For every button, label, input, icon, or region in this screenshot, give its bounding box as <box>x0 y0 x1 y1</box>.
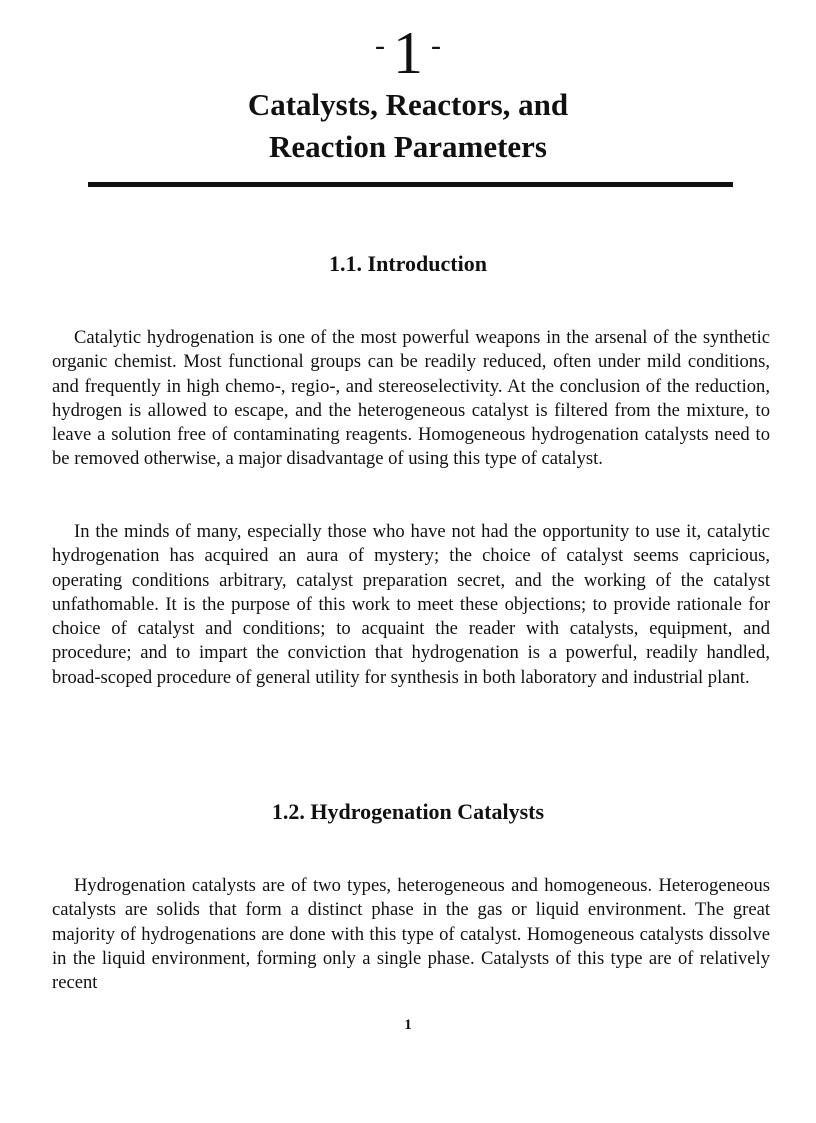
chapter-title <box>0 84 816 168</box>
paragraph: In the minds of many, especially those who have not had the opportunity to use it, catalytic hydrogenation has acquired an aura of mystery; the choice of catalyst seems capricious, operating conditions arbitrary, catalyst preparation secret, and the working of the catalyst unfathomable. It is the purpose of this work to meet these objections; to provide rationale for choice of catalyst and conditions; to acquaint the reader with catalysts, equipment, and procedure; and to impart the conviction that hydrogenation is a powerful, readily handled, broad-scoped procedure of general utility for synthesis in both laboratory and industrial plant. <box>52 521 770 688</box>
paragraph: Hydrogenation catalysts are of two types, heterogeneous and homogeneous. Heterogeneous catalysts are solids that form a distinct phase in the gas or liquid environment. The great majority of hydrogenations are done with this type of catalyst. Homogeneous catalysts dissolve in the liquid environment, forming only a single phase. Catalysts of this type are of relatively recent <box>52 875 770 994</box>
chapter-number-dash-right: - <box>431 29 441 62</box>
chapter-title-line-2: Reaction Parameters <box>268 129 548 164</box>
chapter-number <box>0 12 816 87</box>
chapter-number-digit: 1 <box>393 20 423 86</box>
paragraph: Catalytic hydrogenation is one of the most powerful weapons in the arsenal of the synthetic organic chemist. Most functional groups can be readily reduced, often under mild conditions, and frequently in high chemo-, regio-, and stereoselectivity. At the conclusion of the reduction, hydrogen is allowed to escape, and the heterogeneous catalyst is filtered from the mixture, to leave a solution free of contaminating reagents. Homogeneous hydrogenation catalysts need to be removed otherwise, a major disadvantage of using this type of catalyst. <box>52 327 770 470</box>
chapter-number-dash-left: - <box>375 29 385 62</box>
title-rule <box>88 182 733 187</box>
section-heading-hydrogenation-catalysts: 1.2. Hydrogenation Catalysts <box>271 799 545 824</box>
section-heading-introduction: 1.1. Introduction <box>329 251 487 276</box>
chapter-title-line-1: Catalysts, Reactors, and <box>247 87 569 122</box>
page-number: 1 <box>404 1017 412 1033</box>
